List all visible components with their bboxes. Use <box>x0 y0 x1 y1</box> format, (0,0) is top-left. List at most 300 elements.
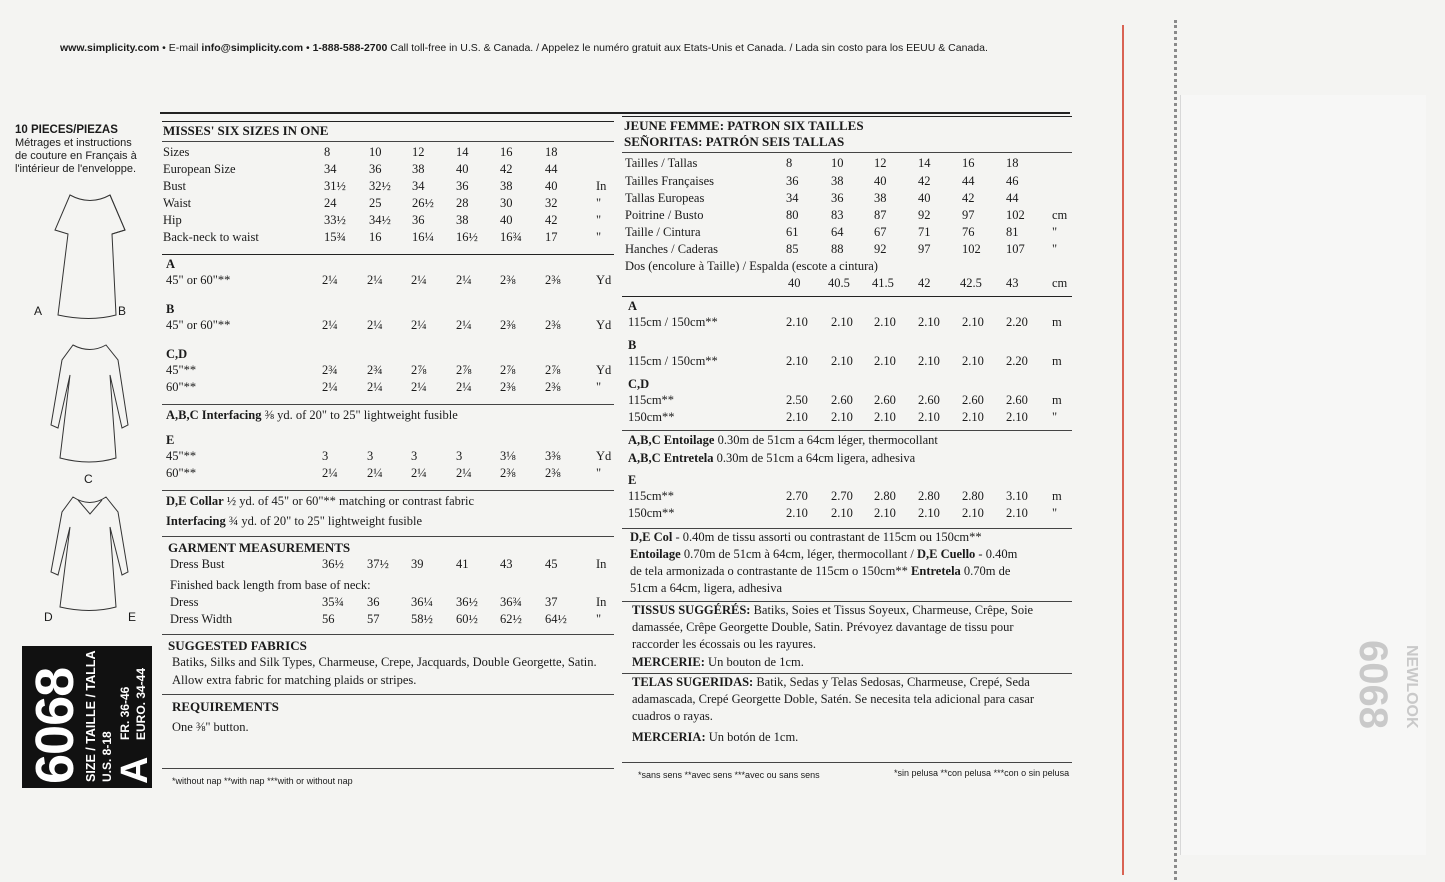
size-row-value: 25 <box>369 196 382 210</box>
size-row-value: 38 <box>412 162 425 176</box>
row-value: 64½ <box>545 612 567 626</box>
fr-telas-line2: adamascada, Crepé Georgette Doble, Satén. Se necesita tela adicional para casar <box>632 692 1035 706</box>
en-fabrics-title: SUGGESTED FABRICS <box>168 638 307 653</box>
view-label-a: A <box>34 304 43 318</box>
row-value: 2.10 <box>831 354 853 368</box>
fr-col-line3 <box>630 564 1010 579</box>
size-row-unit: " <box>1052 242 1058 256</box>
size-row-value: 38 <box>831 174 844 188</box>
row-value: 2.10 <box>874 506 896 520</box>
row-value: 2.70 <box>831 489 853 503</box>
view-head: C,D <box>166 347 188 361</box>
en-fabrics-line2: Allow extra fabric for matching plaids or stripes. <box>172 673 417 687</box>
size-row-value: 14 <box>456 145 469 159</box>
dos-value: 40.5 <box>828 276 850 290</box>
size-row-value: 85 <box>786 242 799 256</box>
row-label: 115cm** <box>628 489 675 503</box>
en-interfacing-abc-text: ⅜ yd. of 20" to 25" lightweight fusible <box>264 408 458 422</box>
en-footnote: *without nap **with nap ***with or without nap <box>172 776 353 786</box>
row-value: 2¼ <box>456 273 472 287</box>
row-value: 2⅞ <box>456 363 472 377</box>
en-requirements-title: REQUIREMENTS <box>172 699 279 714</box>
sketch-view-c <box>38 340 143 470</box>
size-row-value: 92 <box>874 242 887 256</box>
row-value: 2.60 <box>874 393 896 407</box>
size-row-value: 34 <box>412 179 425 193</box>
row-value: 36¼ <box>411 595 433 609</box>
row-value: 2.10 <box>962 410 984 424</box>
fr-entretela-head2: Entretela <box>911 564 961 578</box>
size-row-value: 38 <box>874 191 887 205</box>
row-unit: " <box>596 466 602 480</box>
size-row-label: Tailles Françaises <box>625 174 715 188</box>
fr-col-text: - 0.40m de tissu assorti ou contrastant de 115cm ou 150cm** <box>672 530 982 544</box>
row-label: 60"** <box>166 466 197 480</box>
size-row-value: 31½ <box>324 179 346 193</box>
size-row-value: 38 <box>456 213 469 227</box>
row-value: 2¼ <box>367 380 383 394</box>
size-row-label: Taille / Cintura <box>625 225 701 239</box>
en-interfacing-abc-head: A,B,C Interfacing <box>166 408 262 422</box>
row-value: 3 <box>411 449 418 463</box>
fr-mercerie-text: Un bouton de 1cm. <box>704 655 804 669</box>
email-label: E-mail <box>168 42 199 54</box>
en-rule-a <box>162 254 614 255</box>
row-value: 2¼ <box>411 318 427 332</box>
size-row-value: 44 <box>962 174 975 188</box>
fr-entretela <box>628 451 915 466</box>
size-row-label: European Size <box>163 162 236 176</box>
row-value: 2.80 <box>918 489 940 503</box>
fr-telas-head: TELAS SUGERIDAS: <box>632 675 754 689</box>
view-head: C,D <box>628 377 650 391</box>
row-value: 36½ <box>456 595 478 609</box>
size-row-value: 40 <box>545 179 558 193</box>
en-rule-fabrics <box>162 634 614 635</box>
en-fabrics-line1: Batiks, Silks and Silk Types, Charmeuse, Crepe, Jacquards, Double Georgette, Satin. <box>172 655 597 669</box>
envelope-red-edge <box>1122 25 1124 875</box>
row-value: 2¼ <box>322 466 338 480</box>
size-row-label: Poitrine / Busto <box>625 208 704 222</box>
size-row-value: 36 <box>831 191 844 205</box>
row-unit: " <box>596 612 602 626</box>
fr-top-rule <box>622 116 1072 117</box>
view-label-b: B <box>118 304 127 318</box>
en-rule-collar <box>162 490 614 491</box>
fr-col-line2 <box>630 547 1017 562</box>
row-value: 37 <box>545 595 558 609</box>
size-row-value: 16 <box>369 230 382 244</box>
fr-title1: JEUNE FEMME: PATRON SIX TAILLES <box>624 118 864 133</box>
view-head: B <box>628 338 637 352</box>
row-unit: Yd <box>596 363 612 377</box>
en-title: MISSES' SIX SIZES IN ONE <box>163 123 329 138</box>
size-row-unit: " <box>596 230 602 244</box>
fr-tissus-line2: damassée, Crêpe Georgette Double, Satin. Prévoyez davantage de tissu pour <box>632 620 1014 634</box>
fr-tissus-text1: Batiks, Soies et Tissus Soyeux, Charmeuse, Crêpe, Soie <box>750 603 1034 617</box>
size-row-value: 44 <box>545 162 558 176</box>
row-unit: m <box>1052 489 1062 503</box>
size-row-value: 40 <box>918 191 931 205</box>
size-row-value: 36 <box>456 179 469 193</box>
size-row-value: 83 <box>831 208 844 222</box>
row-value: 2.70 <box>786 489 808 503</box>
fr-col-entoilage-head: Entoilage <box>630 547 681 561</box>
dos-value: 42.5 <box>960 276 982 290</box>
view-head: B <box>166 302 175 316</box>
size-row-value: 80 <box>786 208 799 222</box>
en-interfacing-de-head: Interfacing <box>166 514 226 528</box>
row-value: 2⅜ <box>545 380 561 394</box>
row-value: 3 <box>456 449 463 463</box>
row-unit: " <box>1052 506 1058 520</box>
row-value: 2.10 <box>962 315 984 329</box>
row-label: 45" or 60"** <box>166 273 231 287</box>
size-row-value: 71 <box>918 225 931 239</box>
en-collar-head: D,E Collar <box>166 494 224 508</box>
size-row-value: 97 <box>918 242 931 256</box>
fr-entretela-text2: 0.70m de <box>960 564 1011 578</box>
size-row-value: 32½ <box>369 179 391 193</box>
fr-telas-text1: Batik, Sedas y Telas Sedosas, Charmeuse, Crepé, Seda <box>753 675 1030 689</box>
size-row-value: 76 <box>962 225 975 239</box>
size-row-value: 12 <box>874 156 887 170</box>
row-value: 3⅜ <box>545 449 561 463</box>
envelope-flap <box>1180 95 1426 855</box>
fr-entoilage <box>628 433 938 448</box>
size-row-value: 34 <box>324 162 337 176</box>
fr-col-head: D,E Col <box>630 530 673 544</box>
size-row-value: 17 <box>545 230 558 244</box>
row-unit: Yd <box>596 449 612 463</box>
row-value: 2⅜ <box>545 466 561 480</box>
fr-mercerie <box>632 655 804 670</box>
fr-cuello-text: - 0.40m <box>975 547 1018 561</box>
row-unit: " <box>1052 410 1058 424</box>
fr-footnote: *sans sens **avec sens ***avec ou sans sens <box>638 770 820 780</box>
row-value: 2¼ <box>367 466 383 480</box>
size-row-label: Tallas Europeas <box>625 191 705 205</box>
size-row-value: 24 <box>324 196 337 210</box>
size-row-value: 42 <box>962 191 975 205</box>
size-row-value: 42 <box>500 162 513 176</box>
size-row-unit: " <box>596 196 602 210</box>
row-value: 2⅜ <box>500 380 516 394</box>
size-row-value: 40 <box>874 174 887 188</box>
fr-merceria-head: MERCERIA: <box>632 730 706 744</box>
size-row-unit: cm <box>1052 208 1068 222</box>
row-label: 115cm / 150cm** <box>628 354 718 368</box>
size-row-value: 87 <box>874 208 887 222</box>
view-head: A <box>166 257 176 271</box>
sketch-view-de <box>38 492 143 617</box>
row-value: 2.10 <box>874 354 896 368</box>
size-row-value: 12 <box>412 145 425 159</box>
size-row-value: 16¾ <box>500 230 522 244</box>
en-collar-text: ½ yd. of 45" or 60"** matching or contrast fabric <box>226 494 475 508</box>
fr-title2: SEÑORITAS: PATRÓN SEIS TALLAS <box>624 134 845 149</box>
row-value: 2.10 <box>786 410 808 424</box>
size-box <box>22 646 156 788</box>
size-row-value: 28 <box>456 196 469 210</box>
row-value: 58½ <box>411 612 433 626</box>
flap-faint-brand: NEWLOOK <box>1403 645 1420 729</box>
tollfree-note: Call toll-free in U.S. & Canada. / Appelez le numéro gratuit aux Etats-Unis et Canada. / Lada sin costo para los EEUU & Canada. <box>390 42 988 54</box>
row-value: 2¼ <box>456 466 472 480</box>
row-label: 115cm** <box>628 393 675 407</box>
fr-cuello-desc: de tela armonizada o contrastante de 115cm o 150cm** <box>630 564 912 578</box>
fr-rule-telas <box>622 673 1072 674</box>
row-unit: In <box>596 557 607 571</box>
fr-tissus-line1 <box>632 603 1033 618</box>
fr-tissus-line3: raccorder les écossais ou les rayures. <box>632 637 816 651</box>
view-label-d: D <box>44 610 53 624</box>
size-row-value: 16½ <box>456 230 478 244</box>
size-euro: EURO. 34-44 <box>134 667 148 740</box>
size-row-value: 46 <box>1006 174 1019 188</box>
row-unit: m <box>1052 315 1062 329</box>
row-value: 2.10 <box>1006 410 1028 424</box>
row-value: 2.80 <box>962 489 984 503</box>
view-head: E <box>628 473 637 487</box>
row-value: 2.80 <box>874 489 896 503</box>
row-value: 2¼ <box>456 318 472 332</box>
row-value: 2⅜ <box>500 318 516 332</box>
french-note-1: Métrages et instructions <box>15 137 132 149</box>
row-value: 56 <box>322 612 335 626</box>
row-value: 36¾ <box>500 595 522 609</box>
size-row-value: 61 <box>786 225 799 239</box>
size-row-label: Hip <box>163 213 182 227</box>
row-value: 2.10 <box>831 315 853 329</box>
size-row-value: 18 <box>1006 156 1019 170</box>
row-value: 2¼ <box>322 380 338 394</box>
size-row-value: 40 <box>500 213 513 227</box>
row-label: Dress <box>170 595 199 609</box>
size-row-label: Sizes <box>163 145 190 159</box>
row-value: 2¼ <box>367 318 383 332</box>
finished-label: Finished back length from base of neck: <box>170 578 371 592</box>
fr-entretela-text: 0.30m de 51cm a 64cm ligera, adhesiva <box>716 451 916 465</box>
size-row-value: 32 <box>545 196 558 210</box>
fr-merceria-text: Un botón de 1cm. <box>705 730 799 744</box>
row-value: 37½ <box>367 557 389 571</box>
row-value: 39 <box>411 557 424 571</box>
fr-title-rule <box>622 152 1072 153</box>
size-row-value: 38 <box>500 179 513 193</box>
row-value: 2.10 <box>786 354 808 368</box>
phone: 1-888-588-2700 <box>312 42 388 54</box>
en-interfacing-abc <box>166 408 458 423</box>
en-rule-req <box>162 694 614 695</box>
size-row-value: 16 <box>962 156 975 170</box>
row-value: 2.60 <box>1006 393 1028 407</box>
size-fr: FR. 36-46 <box>118 686 132 740</box>
fr-rule-foot <box>622 762 1072 763</box>
row-value: 2⅜ <box>545 273 561 287</box>
row-value: 2.60 <box>831 393 853 407</box>
size-row-label: Back-neck to waist <box>163 230 259 244</box>
left-column <box>15 124 137 176</box>
en-top-rule <box>162 121 614 122</box>
envelope-seam <box>1174 20 1177 880</box>
row-unit: m <box>1052 354 1062 368</box>
en-rule-garment <box>162 536 614 537</box>
size-row-value: 81 <box>1006 225 1019 239</box>
size-row-value: 18 <box>545 145 558 159</box>
fr-col-entoilage-text: 0.70m de 51cm à 64cm, léger, thermocollant / <box>680 547 917 561</box>
row-value: 60½ <box>456 612 478 626</box>
row-value: 2¾ <box>322 363 338 377</box>
fr-mercerie-head: MERCERIE: <box>632 655 705 669</box>
website: www.simplicity.com <box>60 42 160 54</box>
fr-telas-line3: cuadros o rayas. <box>632 709 713 723</box>
size-row-value: 42 <box>545 213 558 227</box>
fr-merceria <box>632 730 798 745</box>
row-value: 2¼ <box>411 466 427 480</box>
row-value: 2.20 <box>1006 315 1028 329</box>
size-row-value: 88 <box>831 242 844 256</box>
row-value: 2¼ <box>411 380 427 394</box>
dos-value: 42 <box>918 276 931 290</box>
pieces-count: 10 PIECES/PIEZAS <box>15 124 118 136</box>
row-value: 2.20 <box>1006 354 1028 368</box>
size-row-value: 92 <box>918 208 931 222</box>
row-unit: " <box>596 380 602 394</box>
size-row-value: 36 <box>369 162 382 176</box>
en-interfacing-de <box>166 514 422 529</box>
email: info@simplicity.com <box>201 42 304 54</box>
row-value: 2.10 <box>786 315 808 329</box>
size-row-value: 8 <box>786 156 793 170</box>
fr-rule-ento <box>622 430 1072 431</box>
row-value: 2¼ <box>322 273 338 287</box>
fr-cuello-head: D,E Cuello <box>916 547 976 561</box>
dos-value: 43 <box>1006 276 1019 290</box>
pattern-number: 6068 <box>25 667 85 784</box>
en-interfacing-de-text: ¾ yd. of 20" to 25" lightweight fusible <box>228 514 423 528</box>
size-row-value: 42 <box>918 174 931 188</box>
size-row-value: 107 <box>1006 242 1025 256</box>
dos-unit: cm <box>1052 276 1068 290</box>
row-value: 2.10 <box>918 354 940 368</box>
en-title-rule <box>162 141 614 142</box>
row-value: 41 <box>456 557 469 571</box>
row-label: Dress Width <box>170 612 233 626</box>
row-value: 2.10 <box>962 506 984 520</box>
row-value: 3 <box>322 449 329 463</box>
row-value: 2.10 <box>918 410 940 424</box>
size-row-label: Bust <box>163 179 186 193</box>
fr-dos-label: Dos (encolure à Taille) / Espalda (escote a cintura) <box>625 259 878 273</box>
row-value: 36 <box>367 595 380 609</box>
view-label-c: C <box>84 472 93 486</box>
row-unit: m <box>1052 393 1062 407</box>
size-us: U.S. 8-18 <box>100 731 114 782</box>
fr-entoilage-head: A,B,C Entoilage <box>628 433 715 447</box>
row-value: 35¾ <box>322 595 344 609</box>
size-row-value: 40 <box>456 162 469 176</box>
size-row-unit: In <box>596 179 607 193</box>
size-row-value: 44 <box>1006 191 1019 205</box>
view-head: E <box>166 433 175 447</box>
row-value: 2.60 <box>962 393 984 407</box>
row-value: 2.10 <box>831 410 853 424</box>
size-row-unit: " <box>1052 225 1058 239</box>
header-rule <box>160 112 1070 114</box>
size-row-value: 26½ <box>412 196 434 210</box>
size-row-label: Waist <box>163 196 192 210</box>
row-value: 2.10 <box>962 354 984 368</box>
flap-faint-number: 6068 <box>1351 640 1395 729</box>
dos-value: 41.5 <box>872 276 894 290</box>
view-head: A <box>628 299 638 313</box>
en-rule-foot <box>162 768 614 769</box>
row-value: 62½ <box>500 612 522 626</box>
view-label-e: E <box>128 610 137 624</box>
es-footnote: *sin pelusa **con pelusa ***con o sin pelusa <box>894 768 1070 778</box>
row-value: 43 <box>500 557 513 571</box>
row-value: 2¼ <box>322 318 338 332</box>
row-value: 3⅛ <box>500 449 516 463</box>
en-garment-title: GARMENT MEASUREMENTS <box>168 540 351 555</box>
row-value: 2⅜ <box>500 273 516 287</box>
size-row-value: 36 <box>786 174 799 188</box>
row-unit: Yd <box>596 318 612 332</box>
row-label: 150cm** <box>628 506 675 520</box>
row-label: 150cm** <box>628 410 675 424</box>
fr-col-line1 <box>630 530 982 545</box>
en-collar <box>166 494 474 509</box>
size-row-label: Hanches / Caderas <box>625 242 719 256</box>
row-unit: Yd <box>596 273 612 287</box>
size-row-value: 36 <box>412 213 425 227</box>
en-rule-int <box>162 404 614 405</box>
size-row-value: 102 <box>1006 208 1025 222</box>
row-value: 2.10 <box>786 506 808 520</box>
row-value: 2⅞ <box>411 363 427 377</box>
row-label: Dress Bust <box>170 557 225 571</box>
size-row-value: 34 <box>786 191 799 205</box>
row-value: 36½ <box>322 557 344 571</box>
row-value: 2⅞ <box>545 363 561 377</box>
size-label: SIZE / TAILLE / TALLA <box>84 650 98 782</box>
row-label: 115cm / 150cm** <box>628 315 718 329</box>
row-value: 2⅜ <box>500 466 516 480</box>
row-label: 60"** <box>166 380 197 394</box>
row-value: 2¼ <box>456 380 472 394</box>
row-value: 2.10 <box>874 410 896 424</box>
fr-entretela-head: A,B,C Entretela <box>628 451 714 465</box>
row-value: 2.10 <box>918 506 940 520</box>
row-value: 2.10 <box>1006 506 1028 520</box>
size-row-value: 102 <box>962 242 981 256</box>
row-value: 2.10 <box>918 315 940 329</box>
row-value: 45 <box>545 557 558 571</box>
size-row-value: 8 <box>324 145 331 159</box>
row-value: 2.10 <box>831 506 853 520</box>
fr-rule-a <box>622 296 1072 297</box>
row-label: 45"** <box>166 363 197 377</box>
fr-rule-tissus <box>622 601 1072 602</box>
size-row-value: 10 <box>831 156 844 170</box>
size-letter: A <box>114 756 156 784</box>
size-row-value: 15¾ <box>324 230 346 244</box>
row-value: 2¾ <box>367 363 383 377</box>
row-value: 2⅜ <box>545 318 561 332</box>
row-value: 2¼ <box>367 273 383 287</box>
size-row-value: 34½ <box>369 213 391 227</box>
